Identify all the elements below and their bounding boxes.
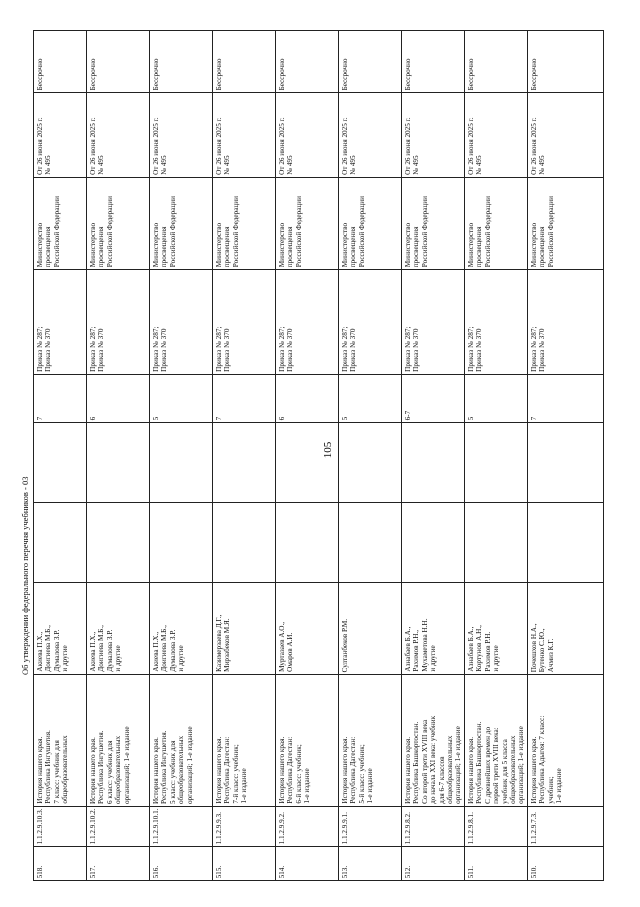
authors-cell-text: Султанбеков Р.М.: [341, 618, 349, 672]
term-cell: [402, 31, 465, 93]
term-cell-text: Бессрочно: [152, 58, 160, 90]
order-cell-text: Приказ № 287; Приказ № 370: [341, 326, 358, 372]
authors-cell-text: Акиева П.Х., Доигиева М.Б., Думалова З.Р. и другие: [36, 625, 70, 672]
empty-cell: [276, 503, 339, 583]
title-cell-text: История нашего края. Республика Ингушетия. 7 класс: учебник для общеобразовательных: [36, 730, 70, 804]
authors-cell-text: Почешхов Н.А., Бутенко С.Ю., Ачмиз К.Г.: [530, 623, 555, 672]
ministry-cell-text: Министерство просвещения Российской Федерации: [467, 195, 492, 267]
code-cell: [150, 807, 213, 847]
date-cell-text: От 26 июня 2025 г. № 495: [152, 117, 169, 175]
order-cell-text: Приказ № 287; Приказ № 370: [404, 326, 421, 372]
date-cell-text: От 26 июня 2025 г. № 495: [467, 117, 484, 175]
grade-cell: [465, 375, 528, 423]
grade-cell-text: 7: [530, 416, 538, 420]
authors-cell: [150, 583, 213, 675]
date-cell: [276, 93, 339, 178]
ministry-cell-text: Министерство просвещения Российской Федерации: [36, 195, 61, 267]
order-cell: [213, 270, 276, 375]
date-cell-text: От 26 июня 2025 г. № 495: [404, 117, 421, 175]
term-cell: [528, 31, 604, 93]
order-cell: [528, 270, 604, 375]
empty-cell: [34, 423, 87, 503]
grade-cell: [34, 375, 87, 423]
code-cell-text: 1.1.2.9.7.3.: [530, 811, 538, 844]
band-term: [34, 31, 604, 93]
order-cell: [339, 270, 402, 375]
term-cell-text: Бессрочно: [530, 58, 538, 90]
title-cell-text: История нашего края. Республика Адыгея: 7 класс: учебник; 1-е издание: [530, 716, 564, 804]
ministry-cell: [276, 178, 339, 270]
title-cell-text: История нашего края. Республика Ингушетия. 5 класс: учебник для общеобразовательных организаций; 1-е издание: [152, 726, 194, 804]
empty-cell: [402, 503, 465, 583]
date-cell-text: От 26 июня 2025 г. № 495: [341, 117, 358, 175]
row-number-cell: [339, 847, 402, 881]
grade-cell: [213, 375, 276, 423]
title-cell-text: История нашего края. Республика Ингушетия. 6 класс: учебник для общеобразовательных организаций; 1-е издание: [89, 726, 131, 804]
row-number-cell: [150, 847, 213, 881]
row-number-cell-text: 515.: [215, 865, 223, 878]
term-cell-text: Бессрочно: [278, 58, 286, 90]
date-cell: [528, 93, 604, 178]
title-cell: [339, 675, 402, 807]
row-number-cell-text: 518.: [36, 865, 44, 878]
grade-cell-text: 6: [278, 416, 286, 420]
empty-cell: [402, 423, 465, 503]
row-number-cell: [276, 847, 339, 881]
band-empty2: [34, 423, 604, 503]
title-cell: [276, 675, 339, 807]
order-cell-text: Приказ № 287; Приказ № 370: [89, 326, 106, 372]
date-cell-text: От 26 июня 2025 г. № 495: [278, 117, 295, 175]
ministry-cell-text: Министерство просвещения Российской Федерации: [341, 195, 366, 267]
ministry-cell: [339, 178, 402, 270]
code-cell: [213, 807, 276, 847]
empty-cell: [87, 423, 150, 503]
authors-cell-text: Акиева П.Х., Доигиева М.Б., Думалова З.Р. и другие: [89, 625, 123, 672]
code-cell-text: 1.1.2.9.9.2.: [278, 811, 286, 844]
row-number-cell-text: 517.: [89, 865, 97, 878]
date-cell: [213, 93, 276, 178]
code-cell: [87, 807, 150, 847]
code-cell: [34, 807, 87, 847]
title-cell-text: История нашего края. Республика Башкортостан. С древнейших времен до первой трети XVIII века: учебник для 5 класса общеобразовательных организаций; 1-е издание: [467, 721, 526, 804]
date-cell-text: От 26 июня 2025 г. № 495: [89, 117, 106, 175]
empty-cell: [87, 503, 150, 583]
date-cell-text: От 26 июня 2025 г. № 495: [36, 117, 53, 175]
grade-cell: [528, 375, 604, 423]
band-num: [34, 847, 604, 881]
date-cell: [339, 93, 402, 178]
grade-cell-text: 5: [152, 416, 160, 420]
authors-cell-text: Казимерзаева Д.Г., Мирзабеков М.Я.: [215, 614, 232, 672]
ministry-cell-text: Министерство просвещения Российской Федерации: [89, 195, 114, 267]
term-cell: [465, 31, 528, 93]
order-cell-text: Приказ № 287; Приказ № 370: [278, 326, 295, 372]
ministry-cell-text: Министерство просвещения Российской Федерации: [215, 195, 240, 267]
title-cell: [465, 675, 528, 807]
date-cell-text: От 26 июня 2025 г. № 495: [530, 117, 547, 175]
row-number-cell-text: 516.: [152, 865, 160, 878]
row-number-cell: [87, 847, 150, 881]
term-cell-text: Бессрочно: [89, 58, 97, 90]
band-empty1: [34, 503, 604, 583]
order-cell-text: Приказ № 287; Приказ № 370: [467, 326, 484, 372]
term-cell: [276, 31, 339, 93]
grade-cell-text: 5: [341, 416, 349, 420]
grade-cell-text: 6-7: [404, 410, 412, 420]
authors-cell: [528, 583, 604, 675]
code-cell: [528, 807, 604, 847]
grade-cell: [150, 375, 213, 423]
order-cell: [150, 270, 213, 375]
authors-cell-text: Азнабаев Б.А., Рахимов Р.Н., Мухаметова Н.Н. и другие: [404, 618, 438, 672]
empty-cell: [465, 423, 528, 503]
order-cell-text: Приказ № 287; Приказ № 370: [215, 326, 232, 372]
grade-cell: [87, 375, 150, 423]
row-number-cell-text: 513.: [341, 865, 349, 878]
term-cell-text: Бессрочно: [341, 58, 349, 90]
empty-cell: [34, 503, 87, 583]
empty-cell: [213, 423, 276, 503]
code-cell-text: 1.1.2.9.8.1.: [467, 811, 475, 844]
ministry-cell: [528, 178, 604, 270]
order-cell-text: Приказ № 287; Приказ № 370: [530, 326, 547, 372]
ministry-cell-text: Министерство просвещения Российской Федерации: [278, 195, 303, 267]
term-cell-text: Бессрочно: [36, 58, 44, 90]
term-cell: [213, 31, 276, 93]
empty-cell: [276, 423, 339, 503]
term-cell: [339, 31, 402, 93]
band-grade: [34, 375, 604, 423]
order-cell: [87, 270, 150, 375]
order-cell: [465, 270, 528, 375]
code-cell: [339, 807, 402, 847]
row-number-cell-text: 511.: [467, 865, 475, 878]
term-cell-text: Бессрочно: [215, 58, 223, 90]
date-cell: [402, 93, 465, 178]
band-authors: [34, 583, 604, 675]
row-number-cell: [213, 847, 276, 881]
empty-cell: [213, 503, 276, 583]
code-cell: [276, 807, 339, 847]
date-cell: [465, 93, 528, 178]
empty-cell: [528, 503, 604, 583]
date-cell: [87, 93, 150, 178]
grade-cell: [276, 375, 339, 423]
date-cell: [34, 93, 87, 178]
empty-cell: [339, 423, 402, 503]
code-cell-text: 1.1.2.9.8.2.: [404, 811, 412, 844]
authors-cell-text: Азнабаев Б.А., Кортунов А.Н., Рахимов Р.Н. и другие: [467, 625, 501, 672]
title-cell-text: История нашего края. Республика Дагестан: 7-й класс: учебник; 1-е издание: [215, 737, 249, 804]
band-ministry: [34, 178, 604, 270]
authors-cell: [339, 583, 402, 675]
title-cell-text: История нашего края. Республика Башкортостан. Со второй трети XVIII века до начала XXI века: учебник для 6-7 классов общеобразовательных организаций; 1-е издание: [404, 716, 463, 804]
term-cell-text: Бессрочно: [467, 58, 475, 90]
ministry-cell: [465, 178, 528, 270]
authors-cell: [87, 583, 150, 675]
grade-cell: [339, 375, 402, 423]
order-cell: [276, 270, 339, 375]
ministry-cell-text: Министерство просвещения Российской Федерации: [404, 195, 429, 267]
order-cell-text: Приказ № 287; Приказ № 370: [152, 326, 169, 372]
band-code: [34, 807, 604, 847]
band-date: [34, 93, 604, 178]
authors-cell-text: Муртазаев А.О., Омаров А.И.: [278, 622, 295, 672]
ministry-cell: [213, 178, 276, 270]
row-number-cell-text: 512.: [404, 865, 412, 878]
code-cell-text: 1.1.2.9.10.3.: [36, 808, 44, 844]
grade-cell-text: 6: [89, 416, 97, 420]
row-number-cell: [465, 847, 528, 881]
code-cell-text: 1.1.2.9.9.3.: [215, 811, 223, 844]
authors-cell: [276, 583, 339, 675]
title-cell-text: История нашего края. Республика Дагестан: 6-й класс: учебник; 1-е издание: [278, 737, 312, 804]
authors-cell: [465, 583, 528, 675]
title-cell-text: История нашего края. Республика Дагестан: 5-й класс: учебник; 1-е издание: [341, 737, 375, 804]
empty-cell: [465, 503, 528, 583]
term-cell: [87, 31, 150, 93]
order-cell: [34, 270, 87, 375]
term-cell: [150, 31, 213, 93]
authors-cell: [402, 583, 465, 675]
code-cell-text: 1.1.2.9.10.1.: [152, 808, 160, 844]
ministry-cell-text: Министерство просвещения Российской Федерации: [530, 195, 555, 267]
ministry-cell: [87, 178, 150, 270]
title-cell: [528, 675, 604, 807]
grade-cell-text: 5: [467, 416, 475, 420]
title-cell: [213, 675, 276, 807]
ministry-cell: [402, 178, 465, 270]
title-cell: [87, 675, 150, 807]
band-order: [34, 270, 604, 375]
grade-cell-text: 7: [215, 416, 223, 420]
title-cell: [34, 675, 87, 807]
date-cell-text: От 26 июня 2025 г. № 495: [215, 117, 232, 175]
title-cell: [402, 675, 465, 807]
textbook-list-table: [33, 30, 603, 880]
band-title: [34, 675, 604, 807]
empty-cell: [150, 423, 213, 503]
date-cell: [150, 93, 213, 178]
code-cell: [465, 807, 528, 847]
grade-cell-text: 7: [36, 416, 44, 420]
row-number-cell: [34, 847, 87, 881]
authors-cell-text: Акиева П.Х., Доигиева М.Б., Думалова З.Р. и другие: [152, 625, 186, 672]
empty-cell: [150, 503, 213, 583]
page-number: 105: [322, 441, 334, 459]
ministry-cell: [150, 178, 213, 270]
order-cell-text: Приказ № 287; Приказ № 370: [36, 326, 53, 372]
ministry-cell-text: Министерство просвещения Российской Федерации: [152, 195, 177, 267]
title-cell: [150, 675, 213, 807]
code-cell: [402, 807, 465, 847]
authors-cell: [34, 583, 87, 675]
code-cell-text: 1.1.2.9.9.1.: [341, 811, 349, 844]
empty-cell: [339, 503, 402, 583]
order-cell: [402, 270, 465, 375]
row-number-cell-text: 510.: [530, 865, 538, 878]
ministry-cell: [34, 178, 87, 270]
grade-cell: [402, 375, 465, 423]
term-cell: [34, 31, 87, 93]
authors-cell: [213, 583, 276, 675]
row-number-cell: [402, 847, 465, 881]
row-number-cell-text: 514.: [278, 865, 286, 878]
empty-cell: [528, 423, 604, 503]
row-number-cell: [528, 847, 604, 881]
footer-note: Об утверждении федерального перечня учебников - 03: [20, 476, 30, 675]
term-cell-text: Бессрочно: [404, 58, 412, 90]
code-cell-text: 1.1.2.9.10.2.: [89, 808, 97, 844]
